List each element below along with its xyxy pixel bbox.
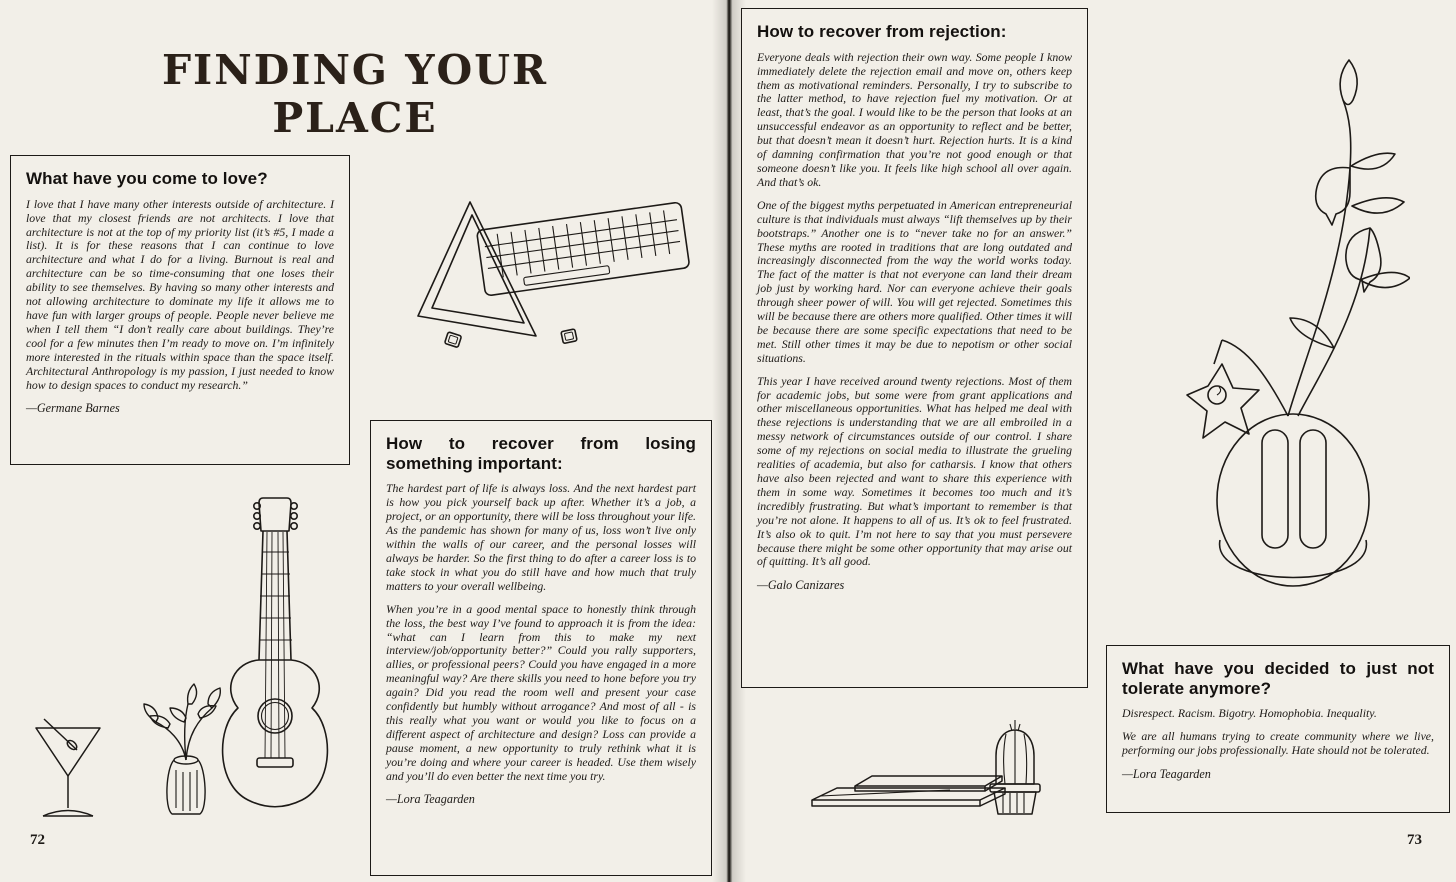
attribution: —Lora Teagarden (386, 792, 475, 807)
attribution: —Germane Barnes (26, 401, 120, 416)
section-paragraph: Disrespect. Racism. Bigotry. Homophobia. Inequality. (1122, 706, 1377, 721)
section-paragraph: One of the biggest myths perpetuated in American entrepreneurial culture is that individuals must always “lift themselves up by their bootstraps.” Another one is to “never take no for an answer.” These myths are rooted in traditions that are long outdated and increasingly disconnected from the way the world works today. The fact of the matter is that not everyone can land their dream job just by working hard. Nor can everyone achieve their goals through sheer power of will. You will get rejected. Sometimes this will be because there are others more qualified. Other times it will be because there are some specific expectations that need to be met. Still other times it may be due to nepotism or other social situations. (757, 197, 1072, 365)
section-paragraph: Everyone deals with rejection their own way. Some people I know immediately delete the rejection email and move on, others keep them as motivational reminders. Personally, I try to subscribe to the latter method, to have rejection fuel my motivation. Or at least, that’s the goal. I would like to be the person that looks at an unsuccessful endeavor as an opportunity to reflect and be better, but that doesn’t mean it doesn’t hurt. Rejection hurts. It is a kind of damning confirmation that you’re not good enough or that someone doesn’t like you. It feels like high school all over again. And that’s ok. (757, 49, 1072, 189)
section-paragraph: We are all humans trying to create community where we live, performing our jobs professionally. Hate should not be tolerated. (1122, 729, 1434, 758)
martini-glass-illustration (30, 712, 108, 824)
section-recover-from-rejection (741, 8, 1088, 688)
attribution: —Lora Teagarden (1122, 767, 1211, 782)
section-what-have-you-come-to-love (10, 155, 350, 465)
books-and-cactus-icon (800, 708, 1055, 820)
bellflowers-in-vase-illustration (1138, 48, 1410, 610)
section-heading: How to recover from losing something important: (386, 434, 696, 473)
section-paragraph: When you’re in a good mental space to honestly think through the loss, the best way I’ve found to approach it is from the idea: “what can I learn from this to make my next interview/job/opportunity better?” Could you rally supporters, allies, or professional peers? Could you have engaged in a more meaningful way? Are there skills you need to hone before you try again? Did you read the room well and present your case confidently but humbly without arrogance? And most of all - is this really what you want or would you like to focus on a different aspect of architecture and design? Loss can provide a pause moment, a new opportunity to truly rethink what it is you’re doing and where your career is headed. Use them wisely and you’ll do even better the next time you try. (386, 601, 696, 783)
section-not-tolerate-anymore (1106, 645, 1450, 813)
acoustic-guitar-illustration (208, 492, 333, 830)
section-recover-from-losing (370, 420, 712, 876)
martini-glass-icon (30, 712, 108, 824)
page-title: FINDING YOUR PLACE (161, 46, 549, 142)
books-and-cactus-illustration (800, 708, 1055, 820)
right-page-number: 73 (1407, 832, 1422, 848)
bellflowers-in-vase-icon (1138, 48, 1410, 610)
attribution: —Galo Canizares (757, 578, 845, 593)
left-page-number: 72 (30, 832, 45, 848)
keyboard-on-stand-icon (408, 188, 698, 358)
acoustic-guitar-icon (208, 492, 333, 830)
section-heading: What have you decided to just not tolerate anymore? (1122, 659, 1434, 698)
section-paragraph: I love that I have many other interests outside of architecture. I love that my closest friends are not architects. I love that architecture is not at the top of my priority list (it’s #5, I made a list). It is for these reasons that I can continue to love architecture and what I do for a living. Burnout is real and architecture can be so time-consuming that one loses their ability to see themselves. By having so many other interests and not allowing architecture to dominate my life it allows me to have fun with larger groups of people. People never believe me when I tell them “I don’t really care about buildings. They’re cool for a few minutes then I’m ready to move on. I’m infinitely more interested in the rituals within space than the space itself. Architectural Anthropology is my passion, I just needed to know how to design spaces to conduct my research.” (26, 196, 334, 392)
section-heading: What have you come to love? (26, 169, 268, 188)
keyboard-on-stand-illustration (408, 188, 698, 358)
section-paragraph: This year I have received around twenty rejections. Most of them for academic jobs, but some were from grant applications and other miscellaneous opportunities. What has helped me deal with these rejections is understanding that we are all embroiled in a messy network of circumstances outside of our control. I share some of my rejections on social media to illustrate the grueling realities of academia, but also for catharsis. I know that others have also been rejected and want to share this experience with them in some way. Sometimes it becomes too much and it’s incredibly frustrating. But what’s important to remember is that you’re not alone. It happens to all of us. It’s ok to feel frustrated. It’s also ok to quit. I’m not here to say that you must persevere because there might be some other opportunity that may arise out of quitting. It’s all good. (757, 373, 1072, 569)
section-paragraph: The hardest part of life is always loss. And the next hardest part is how you pick yourself back up after. Whether it’s a job, a project, or an opportunity, there will be loss throughout your life. As the pandemic has shown for many of us, loss won’t live only within the walls of our career, and the personal losses will always be harder. So the first thing to do after a career loss is to take stock in what you do still have and how much that truly matters to your overall wellbeing. (386, 481, 696, 593)
section-heading: How to recover from rejection: (757, 22, 1007, 41)
